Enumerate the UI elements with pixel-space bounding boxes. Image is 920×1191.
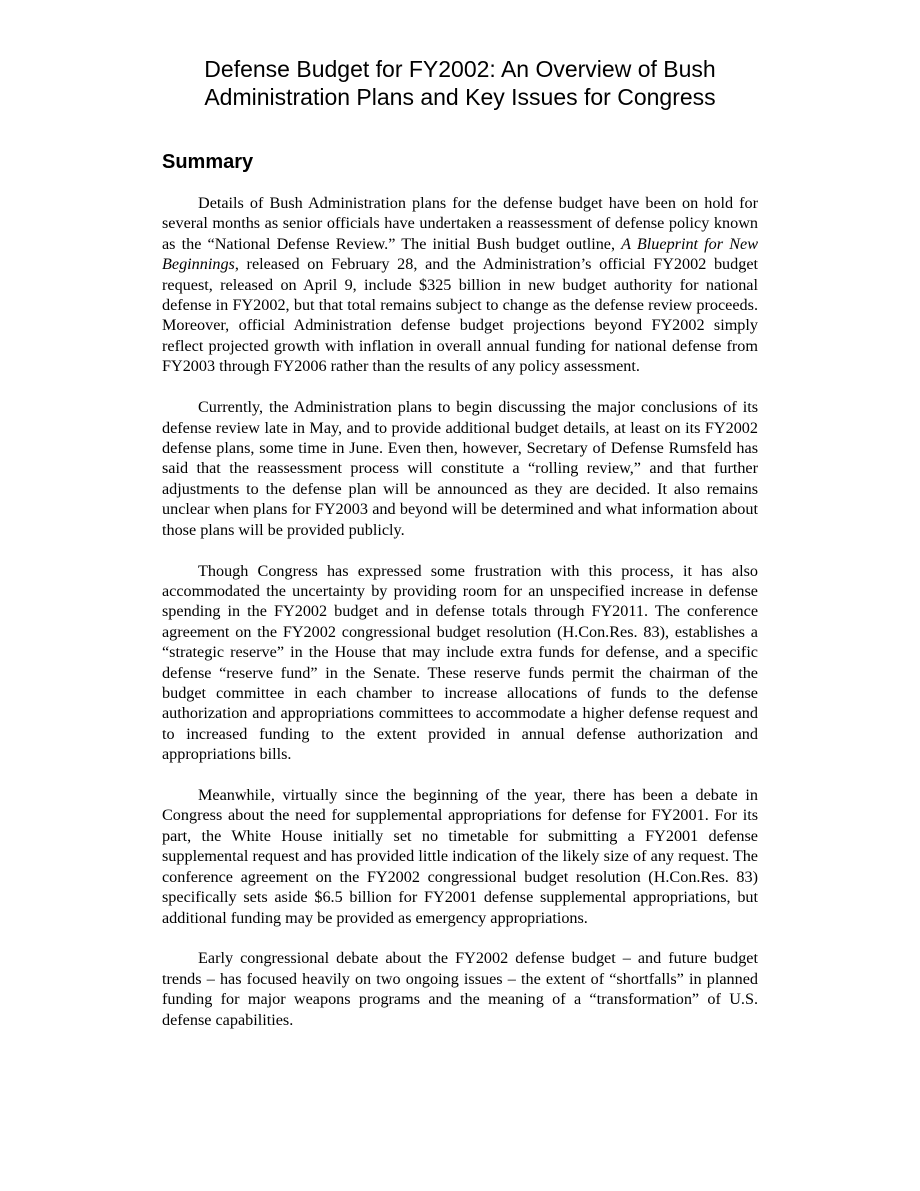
title-line-2: Administration Plans and Key Issues for Congress <box>204 84 716 110</box>
paragraph-3: Though Congress has expressed some frustration with this process, it has also accommodated the uncertainty by providing room for an unspecified increase in defense spending in the FY2002 budget and in defense totals through FY2011. The conference agreement on the FY2002 congressional budget resolution (H.Con.Res. 83), establishes a “strategic reserve” in the House that may include extra funds for defense, and a specific defense “reserve fund” in the Senate. These reserve funds permit the chairman of the budget committee in each chamber to increase allocations of funds to the defense authorization and appropriations committees to accommodate a higher defense request and to increased funding to the extent provided in annual defense authorization and appropriations bills. <box>162 561 758 764</box>
paragraph-2: Currently, the Administration plans to begin discussing the major conclusions of its defense review late in May, and to provide additional budget details, at least on its FY2002 defense plans, some time in June. Even then, however, Secretary of Defense Rumsfeld has said that the reassessment process will constitute a “rolling review,” and that further adjustments to the defense plan will be announced as they are decided. It also remains unclear when plans for FY2003 and beyond will be determined and what information about those plans will be provided publicly. <box>162 398 758 539</box>
blueprint-title: A Blueprint for New Beginnings <box>162 234 758 274</box>
document-title <box>140 55 780 111</box>
paragraph-5: Early congressional debate about the FY2002 defense budget – and future budget trends – has focused heavily on two ongoing issues – the extent of “shortfalls” in planned funding for major weapons programs and the meaning of a “transformation” of U.S. defense capabilities. <box>162 949 758 1029</box>
paragraph-4: Meanwhile, virtually since the beginning of the year, there has been a debate in Congress about the need for supplemental appropriations for defense for FY2001. For its part, the White House initially set no timetable for submitting a FY2001 defense supplemental request and has provided little indication of the likely size of any request. The conference agreement on the FY2002 congressional budget resolution (H.Con.Res. 83) specifically sets aside $6.5 billion for FY2001 defense supplemental appropriations, but additional funding may be provided as emergency appropriations. <box>162 786 758 927</box>
paragraph-1-text-b: , released on February 28, and the Administration’s official FY2002 budget request, released on April 9, include $325 billion in new budget authority for national defense in FY2002, but that total remains subject to change as the defense review proceeds. Moreover, official Administration defense budget projections beyond FY2002 simply reflect projected growth with inflation in overall annual funding for national defense from FY2003 through FY2006 rather than the results of any policy assessment. <box>162 255 758 376</box>
summary-body <box>162 193 758 1051</box>
paragraph-1 <box>162 193 758 377</box>
paragraph-1-text-a: Details of Bush Administration plans for the defense budget have been on hold for several months as senior officials have undertaken a reassessment of defense policy known as the “National Defense Review.” The initial Bush budget outline, <box>162 194 758 253</box>
title-line-1: Defense Budget for FY2002: An Overview of Bush <box>204 56 716 82</box>
summary-heading: Summary <box>162 151 254 173</box>
